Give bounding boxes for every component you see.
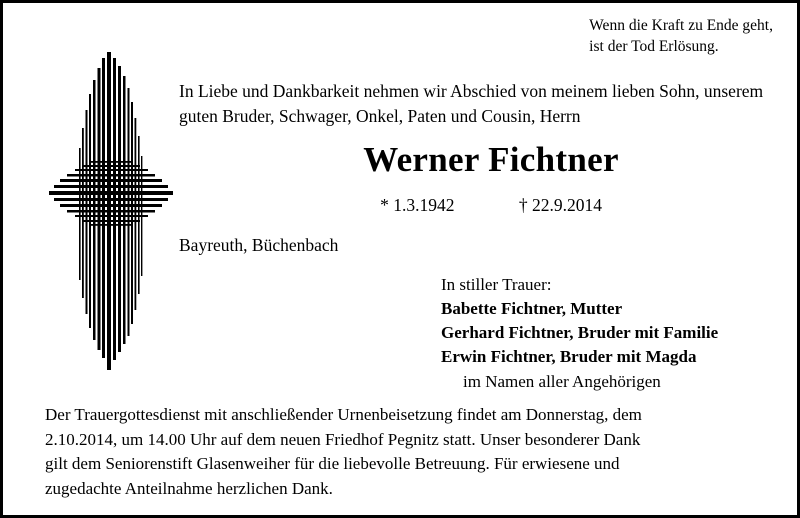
birth-date: * 1.3.1942	[380, 195, 455, 215]
life-dates	[203, 195, 779, 216]
service-details	[45, 403, 767, 502]
epitaph	[589, 15, 773, 58]
mourners-block	[441, 273, 718, 394]
mourners-closing: im Namen aller Angehörigen	[463, 371, 661, 391]
mourner-2: Gerhard Fichtner, Bruder mit Familie	[441, 323, 719, 343]
mourners-lead: In stiller Trauer:	[441, 275, 552, 294]
service-line-3: gilt dem Seniorenstift Glasenweiher für die liebevolle Betreuung. Für erwiesene und	[45, 454, 620, 474]
service-line-2: 2.10.2014, um 14.00 Uhr auf dem neuen Friedhof Pegnitz statt. Unser besonderer Dank	[45, 429, 641, 449]
mourner-3: Erwin Fichtner, Bruder mit Magda	[441, 347, 697, 367]
deceased-name: Werner Fichtner	[363, 140, 619, 179]
place-line: Bayreuth, Büchenbach	[179, 235, 339, 255]
service-line-1: Der Trauergottesdienst mit anschließender Urnenbeisetzung findet am Donnerstag, dem	[45, 405, 642, 424]
cross-icon	[21, 48, 201, 378]
death-date: † 22.9.2014	[518, 195, 602, 215]
epitaph-line-2: ist der Tod Erlösung.	[589, 38, 719, 56]
epitaph-line-1: Wenn die Kraft zu Ende geht,	[589, 17, 773, 34]
mourner-1: Babette Fichtner, Mutter	[441, 299, 623, 319]
intro-text: In Liebe und Dankbarkeit nehmen wir Abschied von meinem lieben Sohn, unserem guten Bruder, Schwager, Onkel, Paten und Cousin, Herrn	[179, 81, 764, 126]
service-line-4: zugedachte Anteilnahme herzlichen Dank.	[45, 478, 333, 498]
